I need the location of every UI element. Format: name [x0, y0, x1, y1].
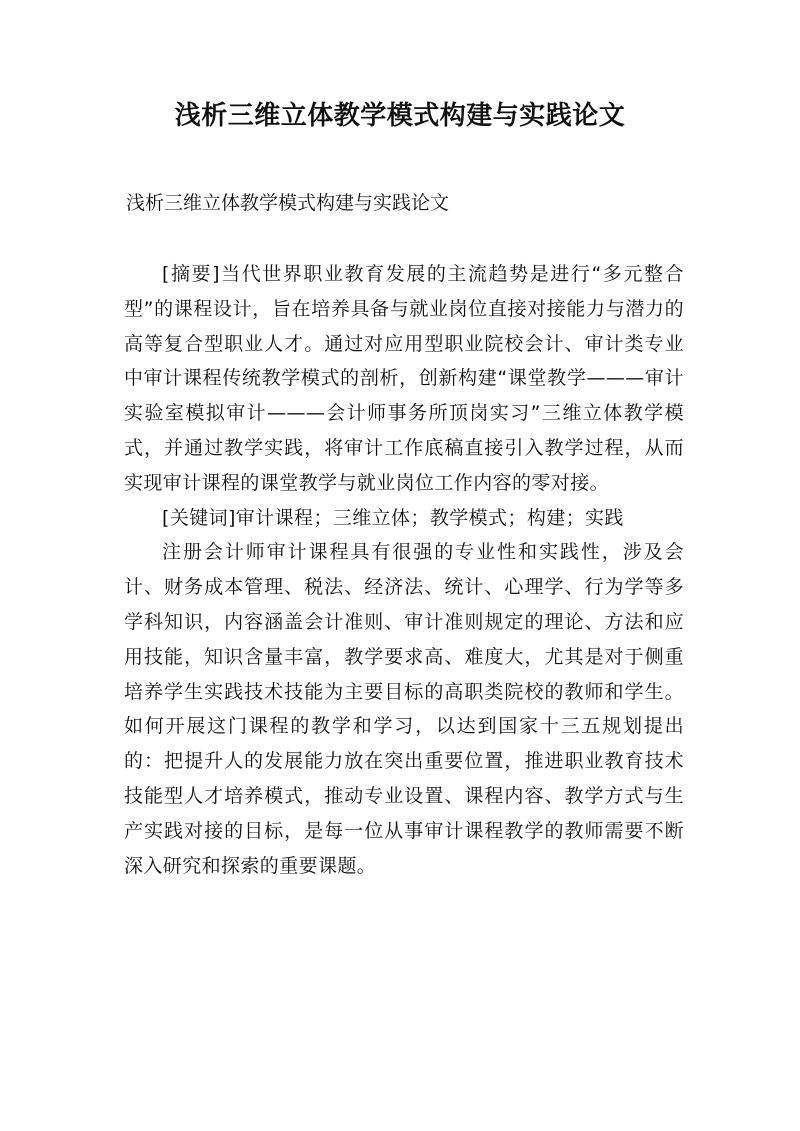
document-subtitle: 浅析三维立体教学模式构建与实践论文: [126, 192, 450, 214]
document-title: 浅析三维立体教学模式构建与实践论文: [174, 101, 626, 131]
abstract-paragraph: [摘要]当代世界职业教育发展的主流趋势是进行“多元整合型”的课程设计，旨在培养具备与就业岗位直接对接能力与潜力的高等复合型职业人才。通过对应用型职业院校会计、审计类专业中审计课程传统教学模式的剖析，创新构建“课堂教学———审计实验室模拟审计———会计师事务所顶岗实习”三维立体教学模式，并通过教学实践，将审计工作底稿直接引入教学过程，从而实现审计课程的课堂教学与就业岗位工作内容的零对接。: [124, 263, 684, 494]
body-paragraph: 注册会计师审计课程具有很强的专业性和实践性，涉及会计、财务成本管理、税法、经济法、统计、心理学、行为学等多学科知识，内容涵盖会计准则、审计准则规定的理论、方法和应用技能，知识含量丰富，教学要求高、难度大，尤其是对于侧重培养学生实践技术技能为主要目标的高职类院校的教师和学生。如何开展这门课程的教学和学习，以达到国家十三五规划提出的：把提升人的发展能力放在突出重要位置，推进职业教育技术技能型人才培养模式，推动专业设置、课程内容、教学方式与生产实践对接的目标，是每一位从事审计课程教学的教师需要不断深入研究和探索的重要课题。: [124, 541, 684, 877]
document-body: [124, 257, 684, 883]
keywords-paragraph: [关键词]审计课程；三维立体；教学模式；构建；实践: [162, 506, 624, 529]
